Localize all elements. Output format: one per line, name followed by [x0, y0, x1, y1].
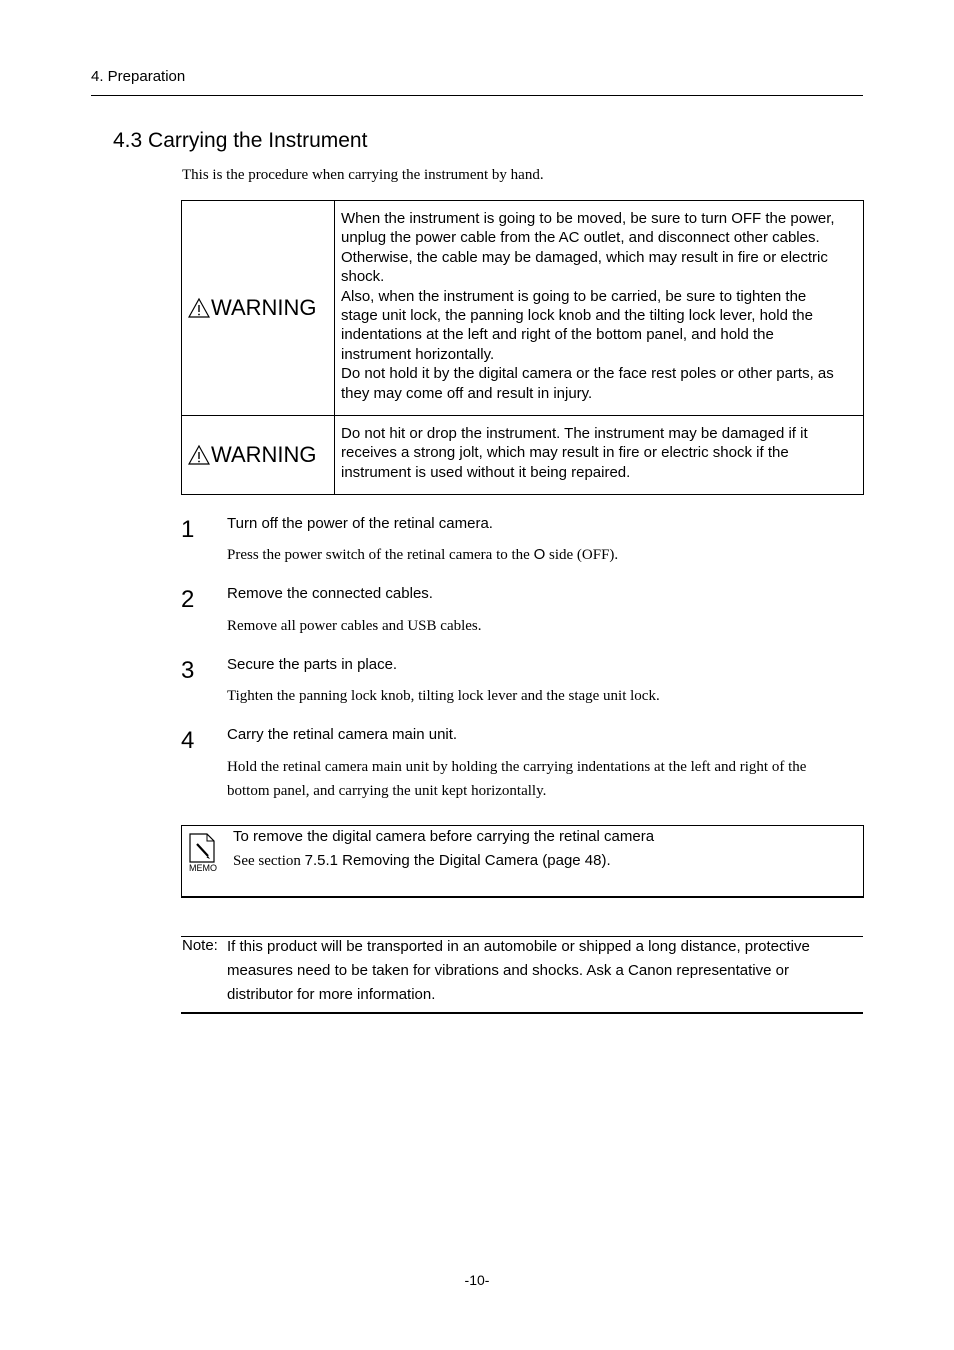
step-title: Remove the connected cables. [227, 585, 433, 602]
warning-line: instrument horizontally. [341, 345, 495, 363]
header-divider [91, 95, 863, 96]
memo-ref-prefix: See section [233, 853, 305, 869]
running-header: 4. Preparation [91, 68, 186, 85]
warning-row [182, 201, 864, 416]
step-description [227, 543, 857, 567]
warning-line: Do not hold it by the digital camera or the face rest poles or other parts, as [341, 365, 834, 383]
warning-triangle-icon [188, 297, 210, 319]
warning-line: shock. [341, 268, 385, 286]
note-line: If this product will be transported in an automobile or shipped a long distance, protective [227, 938, 810, 955]
warning-line: stage unit lock, the panning lock knob and the tilting lock lever, hold the [341, 307, 813, 325]
section-title: 4.3 Carrying the Instrument [113, 129, 368, 152]
step-description [227, 755, 857, 803]
warning-table [181, 200, 864, 495]
note-bottom-rule [181, 1012, 863, 1014]
step-title: Carry the retinal camera main unit. [227, 726, 458, 743]
warning-line: When the instrument is going to be moved, be sure to turn OFF the power, [341, 210, 835, 227]
warning-line: they may come off and result in injury. [341, 384, 593, 402]
note-label: Note: [182, 937, 218, 954]
warning-line: Do not hit or drop the instrument. The instrument may be damaged if it [341, 425, 808, 443]
memo-reference [233, 852, 611, 870]
step-number: 4 [181, 727, 195, 754]
warning-triangle-icon [188, 444, 210, 466]
page-number: -10- [464, 1272, 490, 1288]
warning-label-cell [182, 416, 335, 495]
step-desc-line: Hold the retinal camera main unit by holding the carrying indentations at the left and right of the [227, 759, 807, 775]
note-line: measures need to be taken for vibrations and shocks. Ask a Canon representative or [227, 962, 789, 979]
step-desc-text: Press the power switch of the retinal camera to the [227, 547, 534, 563]
warning-line: indentations at the left and right of the bottom panel, and hold the [341, 326, 774, 344]
memo-icon-label: MEMO [189, 863, 217, 873]
step-title: Secure the parts in place. [227, 656, 398, 673]
warning-text-cell [335, 416, 864, 495]
memo-ref-link[interactable]: 7.5.1 Removing the Digital Camera (page 48) [304, 852, 607, 869]
warning-text-cell [335, 201, 864, 416]
section-intro: This is the procedure when carrying the instrument by hand. [182, 167, 544, 183]
warning-label: WARNING [211, 442, 317, 468]
step-title: Turn off the power of the retinal camera. [227, 515, 493, 532]
step-number: 1 [181, 516, 195, 543]
warning-label-cell [182, 201, 335, 416]
memo-box [181, 825, 864, 898]
warning-line: unplug the power cable from the AC outlet, and disconnect other cables. [341, 229, 820, 247]
step-desc-text: side (OFF). [545, 547, 619, 563]
power-off-symbol: O [533, 546, 546, 563]
memo-title: To remove the digital camera before carrying the retinal camera [233, 828, 655, 845]
note-text [227, 935, 857, 1007]
memo-icon [187, 832, 217, 864]
warning-line: receives a strong jolt, which may result in fire or electric shock if the [341, 444, 789, 462]
step-description: Remove all power cables and USB cables. [227, 618, 482, 634]
memo-ref-suffix: . [606, 852, 611, 869]
note-line: distributor for more information. [227, 986, 436, 1003]
step-number: 2 [181, 586, 195, 613]
step-desc-line: bottom panel, and carrying the unit kept horizontally. [227, 783, 547, 799]
warning-row [182, 416, 864, 495]
warning-label: WARNING [211, 295, 317, 321]
step-number: 3 [181, 657, 195, 684]
warning-line: instrument is used without it being repaired. [341, 463, 631, 481]
warning-line: Also, when the instrument is going to be carried, be sure to tighten the [341, 287, 807, 305]
warning-line: Otherwise, the cable may be damaged, which may result in fire or electric [341, 248, 828, 266]
step-description: Tighten the panning lock knob, tilting lock lever and the stage unit lock. [227, 688, 660, 704]
